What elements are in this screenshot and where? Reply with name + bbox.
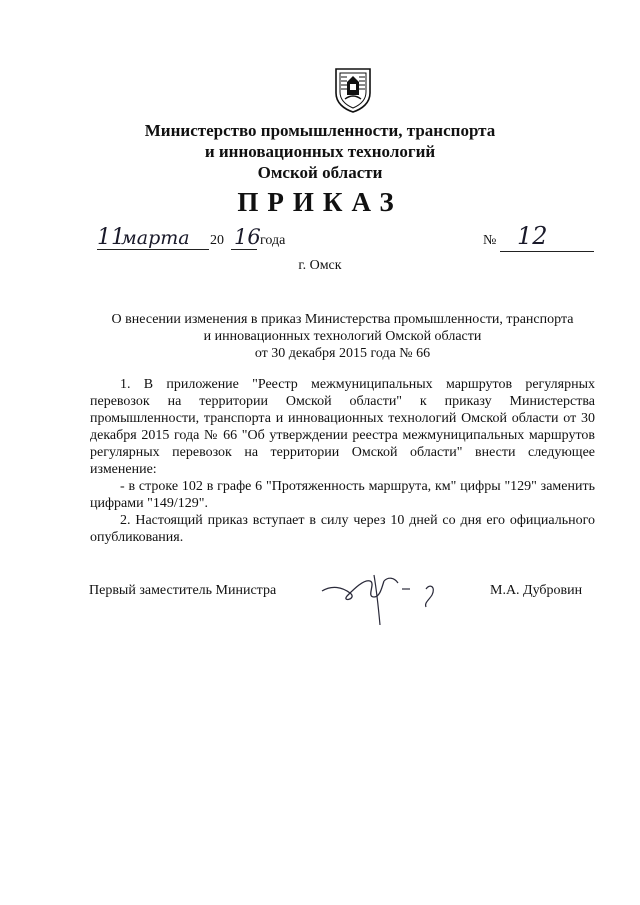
date-year-word: года: [260, 233, 286, 248]
body-paragraph-1: 1. В приложение "Реестр межмуниципальных маршрутов регулярных перевозок на территории Омской области" к приказу Министерства промышленности, транспорта и инновационных технологий Омской области от 30 декабря 2015 года № 66 "Об утверждении реестра межмуниципальных маршрутов регулярных перевозок на территории Омской области" внести следующее изменение:: [90, 377, 595, 477]
subject-line-2: и инновационных технологий Омской области: [203, 329, 482, 344]
city-name: г. Омск: [298, 258, 342, 273]
omsk-coat-of-arms-icon: [333, 67, 373, 113]
document-title: ПРИКАЗ: [237, 187, 403, 217]
ministry-name-line-3: Омской области: [257, 163, 383, 182]
ministry-name-line-2: и инновационных технологий: [204, 142, 436, 161]
order-number: 12: [517, 222, 548, 250]
subject-line-3: от 30 декабря 2015 года № 66: [254, 346, 431, 361]
date-year-suffix: 16: [234, 225, 261, 249]
handwritten-signature-icon: [318, 567, 448, 627]
ministry-name-line-1: Министерство промышленности, транспорта: [144, 121, 496, 140]
subject-line-1: О внесении изменения в приказ Министерства промышленности, транспорта: [111, 312, 574, 327]
order-body: [90, 376, 595, 546]
body-paragraph-3: 2. Настоящий приказ вступает в силу через 10 дней со дня его официального опубликования.: [90, 513, 595, 545]
date-day: 11: [97, 225, 125, 250]
order-number-sign: №: [483, 233, 497, 248]
signatory-name: М.А. Дубровин: [490, 583, 583, 598]
order-date: [97, 225, 327, 255]
date-year-prefix: 20: [210, 233, 224, 248]
date-month: марта: [121, 227, 190, 249]
body-paragraph-2: - в строке 102 в графе 6 "Протяженность маршрута, км" цифры "129" заменить цифрами "149/129".: [90, 479, 595, 511]
signatory-role: Первый заместитель Министра: [89, 583, 277, 598]
